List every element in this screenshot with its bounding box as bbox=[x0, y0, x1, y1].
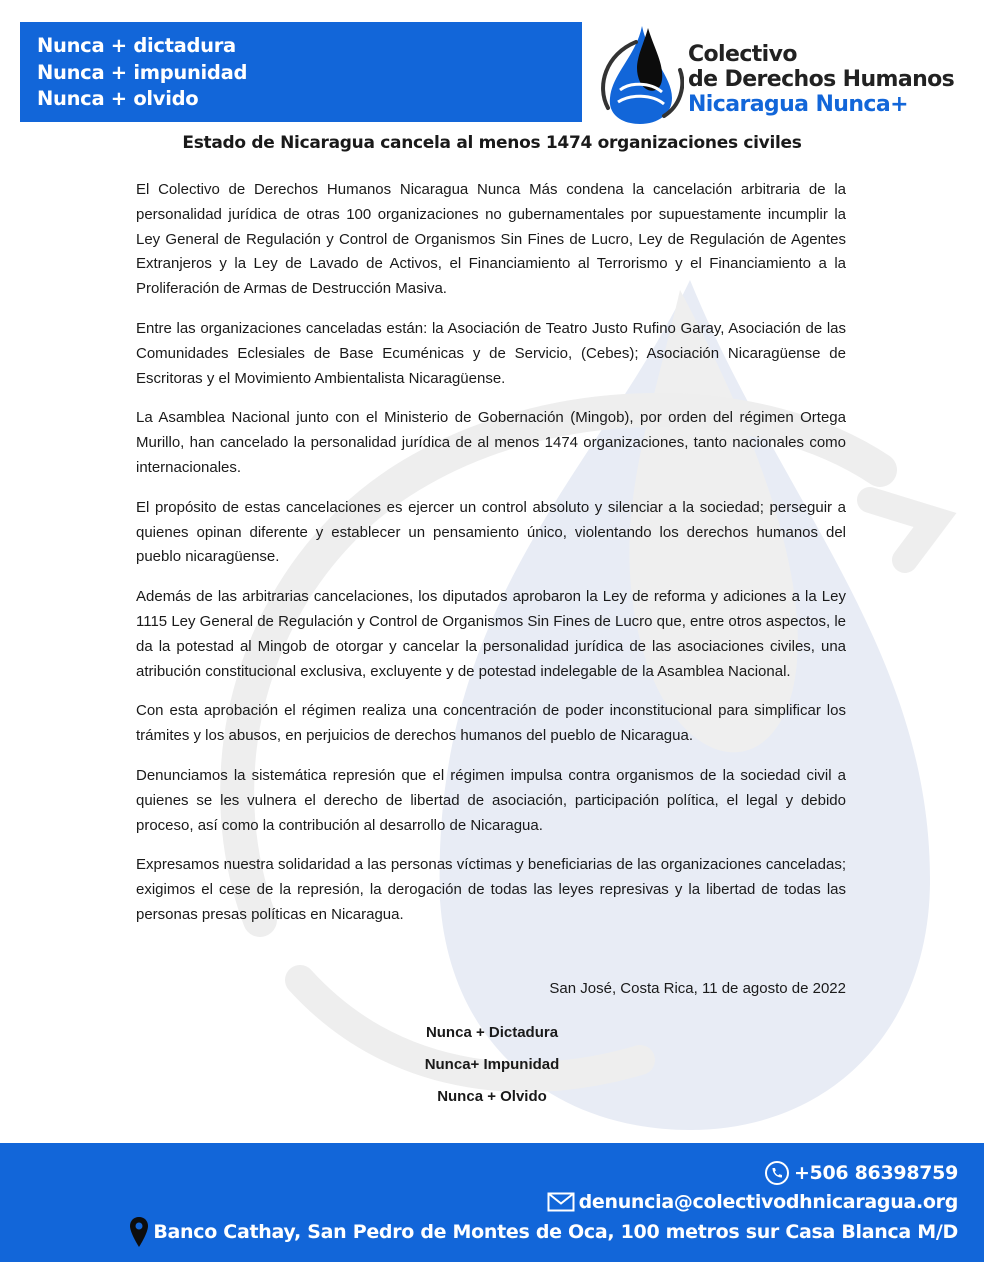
organization-logo bbox=[596, 20, 968, 126]
place-and-date: San José, Costa Rica, 11 de agosto de 2022 bbox=[549, 980, 846, 997]
paragraph-5: Además de las arbitrarias cancelaciones, los diputados aprobaron la Ley de reforma y adiciones a la Ley 1115 Ley General de Regulación y Control de Organismos Sin Fines de Lucro que, entre otros aspectos, le da la potestad al Mingob de otorgar y cancelar la personalidad jurídica de las asociaciones civiles, una atribución constitucional exclusiva, excluyente y de potestad indelegable de la Asamblea Nacional. bbox=[136, 588, 846, 680]
paragraph-7: Denunciamos la sistemática represión que el régimen impulsa contra organismos de la sociedad civil a quienes se les vulnera el derecho de libertad de asociación, participación política, el legal y debido proceso, así como la contribución al desarrollo de Nicaragua. bbox=[136, 766, 846, 834]
phone-icon bbox=[764, 1160, 790, 1186]
document-title: Estado de Nicaragua cancela al menos 1474 organizaciones civiles bbox=[182, 133, 802, 153]
footer-phone-number: +506 86398759 bbox=[793, 1162, 958, 1184]
logo-line-2: de Derechos Humanos bbox=[688, 67, 955, 92]
logo-line-1: Colectivo bbox=[688, 42, 797, 67]
paragraph-8: Expresamos nuestra solidaridad a las personas víctimas y beneficiarias de las organizaciones canceladas; exigimos el cese de la represión, la derogación de todas las leyes represivas y la libertad de todas las personas presas políticas en Nicaragua. bbox=[136, 856, 846, 923]
closing-slogans bbox=[0, 1017, 984, 1113]
footer-address-text: Banco Cathay, San Pedro de Montes de Oca, 100 metros sur Casa Blanca M/D bbox=[153, 1221, 958, 1243]
logo-line-3: Nicaragua Nunca+ bbox=[688, 92, 908, 117]
header-slogan-2: Nunca + impunidad bbox=[37, 60, 248, 84]
paragraph-1: El Colectivo de Derechos Humanos Nicaragua Nunca Más condena la cancelación arbitraria de la personalidad jurídica de otras 100 organizaciones no gubernamentales por supuestamente incumplir la Ley General de Regulación y Control de Organismos Sin Fines de Lucro, Ley de Regulación de Agentes Extranjeros y la Ley de Lavado de Activos, el Financiamiento al Terrorismo y el Financiamiento a la Proliferación de Armas de Destrucción Masiva. bbox=[136, 181, 846, 298]
closing-slogan-1: Nunca + Dictadura bbox=[425, 1024, 559, 1041]
footer-email-address: denuncia@colectivodhnicaragua.org bbox=[578, 1191, 958, 1213]
paragraph-2: Entre las organizaciones canceladas están: la Asociación de Teatro Justo Rufino Garay, Asociación de las Comunidades Eclesiales de Base Ecuménicas y de Servicio, (Cebes); Asociación Nicaragüense de Escritoras y el Movimiento Ambientalista Nicaragüense. bbox=[136, 319, 846, 387]
closing-slogan-2: Nunca+ Impunidad bbox=[424, 1056, 560, 1073]
footer-address bbox=[129, 1216, 958, 1248]
water-drop-logo-icon bbox=[596, 20, 684, 126]
document-body bbox=[136, 178, 846, 943]
location-pin-icon bbox=[129, 1216, 149, 1248]
mail-icon bbox=[547, 1192, 575, 1212]
footer-email[interactable] bbox=[547, 1191, 958, 1213]
header-slogan-1: Nunca + dictadura bbox=[37, 34, 236, 57]
paragraph-6: Con esta aprobación el régimen realiza una concentración de poder inconstitucional para simplificar los trámites y los abusos, en perjuicios de derechos humanos del pueblo de Nicaragua. bbox=[136, 702, 846, 745]
footer-phone[interactable] bbox=[764, 1160, 958, 1186]
paragraph-4: El propósito de estas cancelaciones es ejercer un control absoluto y silenciar a la sociedad; perseguir a quienes opinan diferente y establecer un pensamiento único, violentando los derechos humanos del pueblo nicaragüense. bbox=[136, 498, 846, 566]
header-slogan-3: Nunca + olvido bbox=[37, 87, 199, 110]
paragraph-3: La Asamblea Nacional junto con el Ministerio de Gobernación (Mingob), por orden del régimen Ortega Murillo, han cancelado la personalidad jurídica de al menos 1474 organizaciones, tanto nacionales como internacionales. bbox=[136, 409, 846, 476]
logo-wordmark bbox=[688, 42, 954, 117]
closing-slogan-3: Nunca + Olvido bbox=[437, 1088, 547, 1105]
header-slogan-banner bbox=[20, 22, 582, 122]
footer-contact-bar bbox=[0, 1143, 984, 1262]
